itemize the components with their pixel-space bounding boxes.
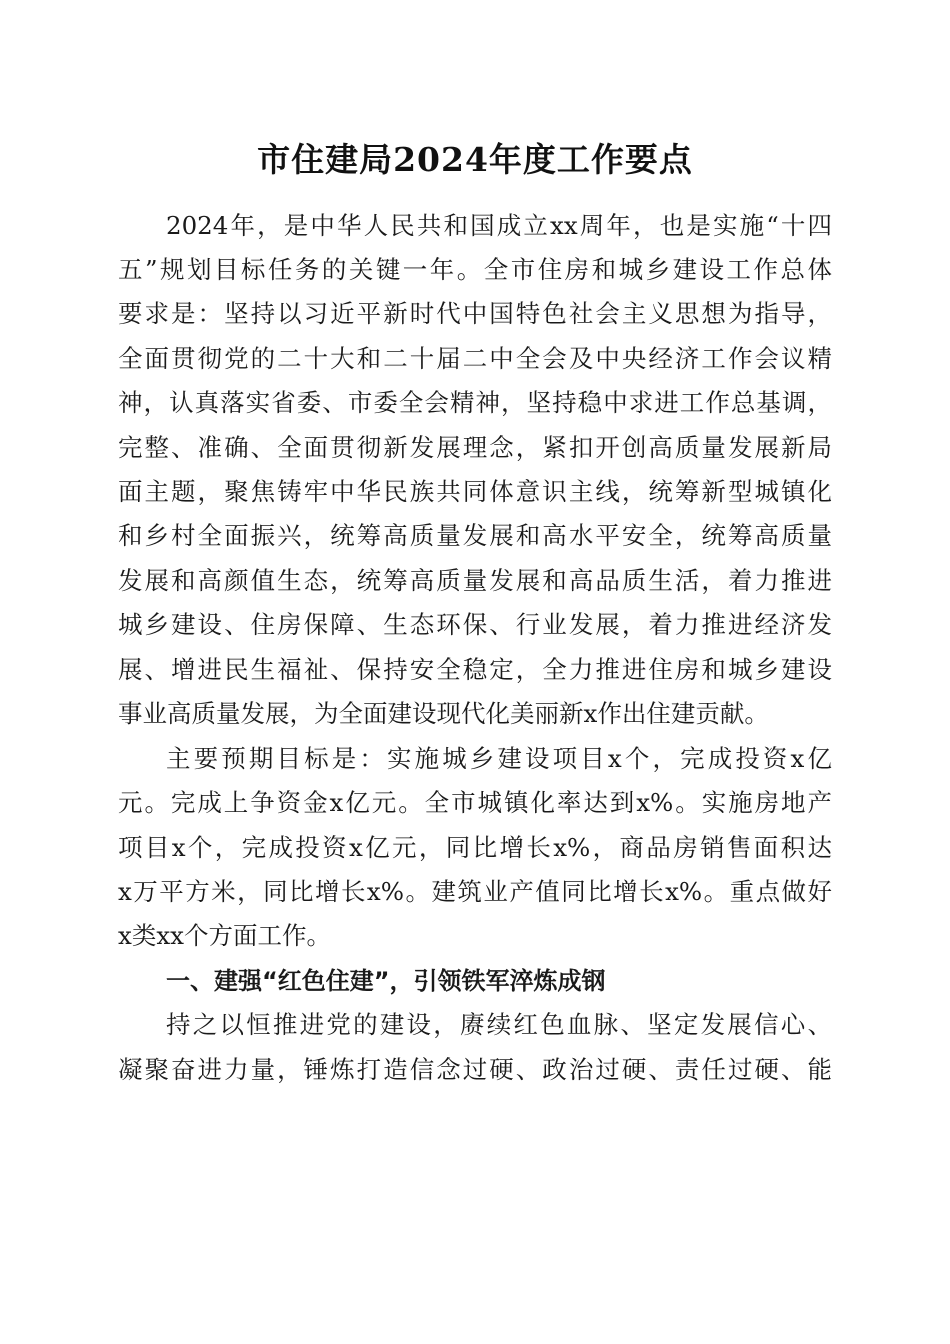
section-heading-1: 一、建强“红色住建”，引领铁军淬炼成钢 xyxy=(166,967,606,995)
paragraph-1-line: 和乡村全面振兴，统筹高质量发展和高水平安全，统筹高质量 xyxy=(118,521,832,550)
paragraph-1-line: 神，认真落实省委、市委全会精神，坚持稳中求进工作总基调， xyxy=(118,388,832,417)
paragraph-2-line: x万平方米，同比增长x%。建筑业产值同比增长x%。重点做好 xyxy=(118,877,832,906)
paragraph-1-line: 展、增进民生福祉、保持安全稳定，全力推进住房和城乡建设 xyxy=(118,655,832,684)
paragraph-2-line: 项目x个，完成投资x亿元，同比增长x%，商品房销售面积达 xyxy=(118,833,832,862)
paragraph-1-line: 2024年，是中华人民共和国成立xx周年，也是实施“十四 xyxy=(166,211,832,240)
paragraph-1-line: 城乡建设、住房保障、生态环保、行业发展，着力推进经济发 xyxy=(118,610,832,639)
page-title: 市住建局2024年度工作要点 xyxy=(257,140,693,179)
paragraph-3-line: 持之以恒推进党的建设，赓续红色血脉、坚定发展信心、 xyxy=(166,1010,832,1039)
paragraph-1-line: 事业高质量发展，为全面建设现代化美丽新x作出住建贡献。 xyxy=(118,699,769,728)
paragraph-1-line: 发展和高颜值生态，统筹高质量发展和高品质生活，着力推进 xyxy=(118,566,832,595)
paragraph-2-line: x类xx个方面工作。 xyxy=(118,921,331,950)
paragraph-1-line: 全面贯彻党的二十大和二十届二中全会及中央经济工作会议精 xyxy=(118,344,832,373)
paragraph-3-line: 凝聚奋进力量，锤炼打造信念过硬、政治过硬、责任过硬、能 xyxy=(118,1055,832,1084)
paragraph-1-line: 完整、准确、全面贯彻新发展理念，紧扣开创高质量发展新局 xyxy=(118,433,832,462)
paragraph-2-line: 主要预期目标是：实施城乡建设项目x个，完成投资x亿 xyxy=(166,744,832,773)
paragraph-2-line: 元。完成上争资金x亿元。全市城镇化率达到x%。实施房地产 xyxy=(118,788,832,817)
paragraph-1-line: 五”规划目标任务的关键一年。全市住房和城乡建设工作总体 xyxy=(118,255,832,284)
paragraph-1-line: 要求是：坚持以习近平新时代中国特色社会主义思想为指导， xyxy=(118,299,832,328)
paragraph-1-line: 面主题，聚焦铸牢中华民族共同体意识主线，统筹新型城镇化 xyxy=(118,477,832,506)
